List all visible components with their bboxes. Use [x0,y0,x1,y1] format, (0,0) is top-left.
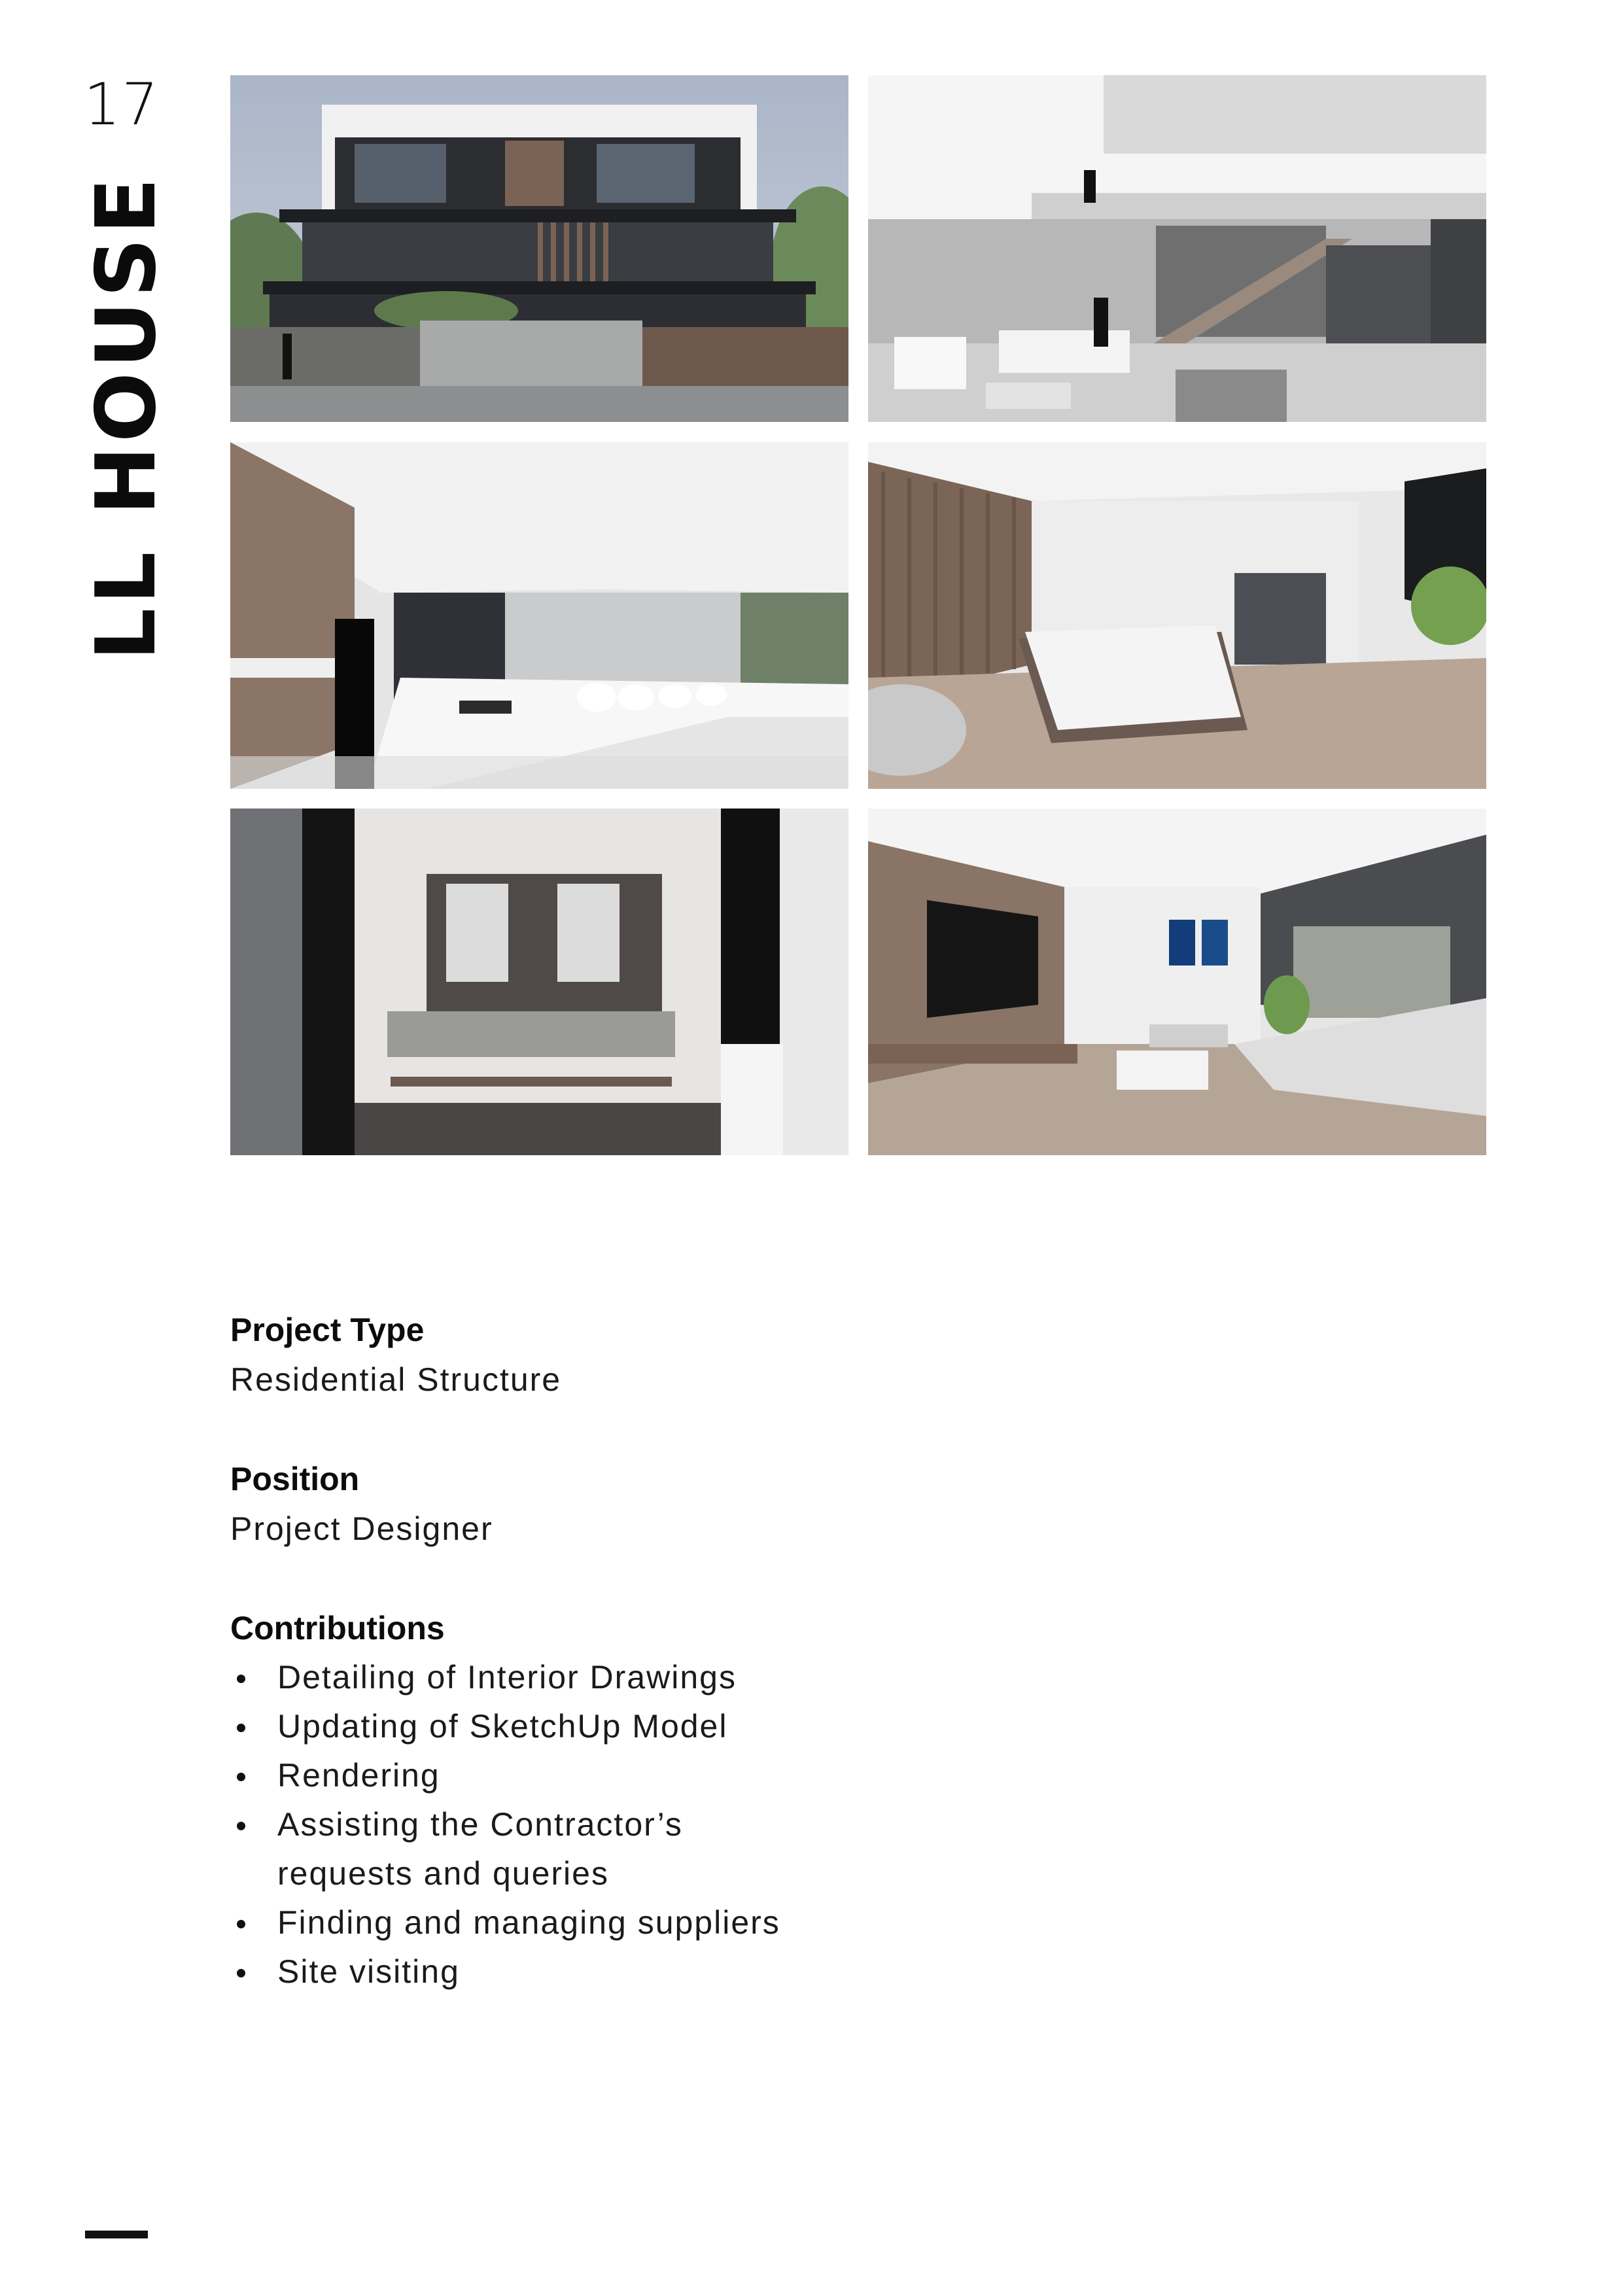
project-details [230,1305,884,1996]
contributions-list [230,1653,884,1996]
exterior-facade-render [230,75,848,422]
list-item: Finding and managing suppliers [230,1898,814,1947]
position-value: Project Designer [230,1510,493,1547]
bathroom-vanity-render [230,809,848,1155]
master-bedroom-render [868,442,1486,789]
bottom-bar-divider [85,2231,148,2238]
position-label: Position [230,1461,360,1497]
project-type-label: Project Type [230,1312,425,1348]
family-living-room-render [868,809,1486,1155]
list-item: Detailing of Interior Drawings [230,1653,814,1702]
list-item: Updating of SketchUp Model [230,1702,814,1751]
project-title: LL HOUSE [78,173,174,661]
double-height-living-stair-render [868,75,1486,422]
list-item: Assisting the Contractor’s requests and queries [230,1800,814,1898]
list-item: Rendering [230,1751,814,1800]
page-number: 17 [84,71,160,138]
contributions-label: Contributions [230,1610,445,1646]
project-type-value: Residential Structure [230,1361,562,1398]
kitchen-dining-render [230,442,848,789]
list-item: Site visiting [230,1947,814,1996]
